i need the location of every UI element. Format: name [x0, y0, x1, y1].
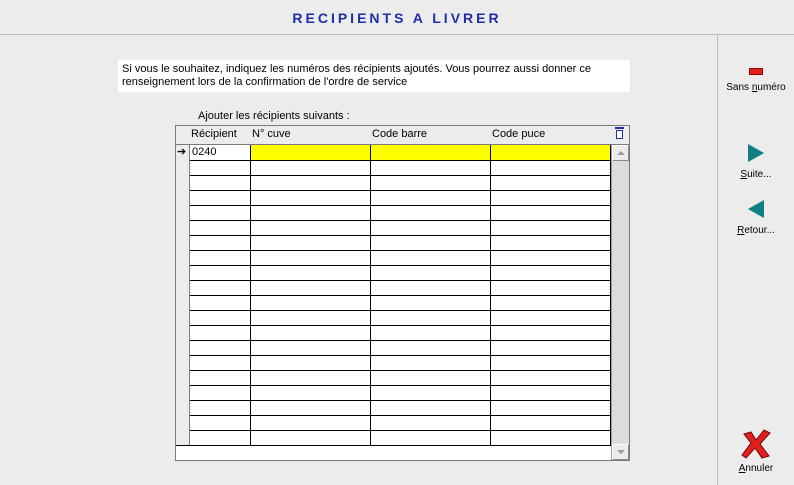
- recipient-cell[interactable]: [190, 250, 251, 265]
- recipient-cell[interactable]: [190, 370, 251, 385]
- code-puce-cell[interactable]: [491, 205, 611, 220]
- recipient-cell[interactable]: [190, 340, 251, 355]
- recipient-cell[interactable]: [190, 160, 251, 175]
- recipients-grid: [175, 125, 630, 461]
- code-barre-cell[interactable]: [371, 355, 491, 370]
- grid-header: [176, 126, 629, 145]
- cuve-cell[interactable]: [251, 385, 371, 400]
- code-puce-cell[interactable]: [491, 400, 611, 415]
- side-panel: [718, 35, 794, 485]
- cuve-cell[interactable]: [251, 400, 371, 415]
- table-row[interactable]: [176, 175, 611, 191]
- table-row[interactable]: [176, 370, 611, 386]
- row-selector[interactable]: [176, 385, 190, 400]
- code-puce-cell[interactable]: [491, 190, 611, 205]
- column-header-code-puce[interactable]: Code puce: [492, 128, 546, 140]
- code-puce-cell[interactable]: [491, 355, 611, 370]
- recipient-cell[interactable]: [190, 430, 251, 445]
- recipient-cell[interactable]: [190, 220, 251, 235]
- row-selector[interactable]: [176, 235, 190, 250]
- recipient-cell[interactable]: [190, 175, 251, 190]
- current-row-arrow-icon: ➔: [177, 146, 187, 158]
- cuve-cell[interactable]: [251, 280, 371, 295]
- table-row[interactable]: [176, 265, 611, 281]
- recipient-cell[interactable]: [190, 310, 251, 325]
- table-row[interactable]: [176, 145, 611, 161]
- column-header-recipient[interactable]: Récipient: [191, 128, 237, 140]
- no-number-label: Sans numéro: [726, 82, 786, 93]
- cuve-cell[interactable]: [251, 190, 371, 205]
- code-barre-cell[interactable]: [371, 280, 491, 295]
- code-barre-cell[interactable]: [371, 160, 491, 175]
- recipient-cell[interactable]: [190, 385, 251, 400]
- table-row[interactable]: [176, 430, 611, 446]
- recipient-cell[interactable]: [190, 190, 251, 205]
- recipient-cell[interactable]: [190, 205, 251, 220]
- code-barre-cell[interactable]: [371, 205, 491, 220]
- code-puce-cell[interactable]: [491, 325, 611, 340]
- table-row[interactable]: [176, 340, 611, 356]
- code-puce-cell[interactable]: [491, 250, 611, 265]
- cuve-cell[interactable]: [251, 205, 371, 220]
- code-puce-cell[interactable]: [491, 235, 611, 250]
- cuve-cell[interactable]: [251, 145, 371, 160]
- code-puce-cell[interactable]: [491, 415, 611, 430]
- row-selector[interactable]: [176, 430, 190, 445]
- row-selector[interactable]: [176, 250, 190, 265]
- row-selector[interactable]: [176, 175, 190, 190]
- cuve-cell[interactable]: [251, 265, 371, 280]
- cuve-cell[interactable]: [251, 310, 371, 325]
- code-puce-cell[interactable]: [491, 160, 611, 175]
- code-barre-cell[interactable]: [371, 190, 491, 205]
- cuve-cell[interactable]: [251, 355, 371, 370]
- code-barre-cell[interactable]: [371, 400, 491, 415]
- table-row[interactable]: [176, 250, 611, 266]
- table-row[interactable]: [176, 220, 611, 236]
- cancel-label: Annuler: [738, 463, 774, 474]
- code-puce-cell[interactable]: [491, 175, 611, 190]
- code-puce-cell[interactable]: [491, 340, 611, 355]
- row-selector[interactable]: [176, 310, 190, 325]
- code-barre-cell[interactable]: [371, 370, 491, 385]
- no-number-button[interactable]: [718, 67, 794, 93]
- cuve-cell[interactable]: [251, 415, 371, 430]
- row-selector[interactable]: [176, 160, 190, 175]
- play-left-icon: [748, 200, 764, 218]
- row-selector[interactable]: [176, 340, 190, 355]
- play-right-icon: [748, 144, 764, 162]
- cuve-cell[interactable]: [251, 250, 371, 265]
- scroll-up-button[interactable]: [612, 145, 629, 161]
- title-bar: [0, 0, 794, 35]
- cuve-cell[interactable]: [251, 220, 371, 235]
- row-selector[interactable]: [176, 205, 190, 220]
- cuve-cell[interactable]: [251, 235, 371, 250]
- table-row[interactable]: [176, 280, 611, 296]
- recipient-cell[interactable]: 0240: [190, 145, 251, 160]
- code-puce-cell[interactable]: [491, 430, 611, 445]
- recipient-cell[interactable]: [190, 280, 251, 295]
- info-text: Si vous le souhaitez, indiquez les numéros des récipients ajoutés. Vous pourrez aussi donner ce renseignement lors de la confirmation de l'ordre de service: [118, 60, 630, 92]
- row-selector[interactable]: [176, 370, 190, 385]
- column-header-code-barre[interactable]: Code barre: [372, 128, 428, 140]
- table-row[interactable]: [176, 160, 611, 176]
- window-title: RECIPIENTS A LIVRER: [292, 10, 502, 26]
- row-selector[interactable]: [176, 415, 190, 430]
- row-selector[interactable]: [176, 220, 190, 235]
- back-label: Retour...: [737, 225, 775, 236]
- code-puce-cell[interactable]: [491, 295, 611, 310]
- code-barre-cell[interactable]: [371, 175, 491, 190]
- code-barre-cell[interactable]: [371, 295, 491, 310]
- code-barre-cell[interactable]: [371, 235, 491, 250]
- code-barre-cell[interactable]: [371, 385, 491, 400]
- column-header-cuve[interactable]: N° cuve: [252, 128, 291, 140]
- recipient-cell[interactable]: [190, 325, 251, 340]
- cancel-button[interactable]: [718, 428, 794, 474]
- back-button[interactable]: [718, 200, 794, 236]
- table-row[interactable]: [176, 295, 611, 311]
- table-row[interactable]: [176, 310, 611, 326]
- table-row[interactable]: [176, 355, 611, 371]
- code-puce-cell[interactable]: [491, 265, 611, 280]
- row-selector[interactable]: [176, 325, 190, 340]
- row-selector[interactable]: [176, 265, 190, 280]
- recipient-cell[interactable]: [190, 235, 251, 250]
- cuve-cell[interactable]: [251, 295, 371, 310]
- recipient-cell[interactable]: [190, 415, 251, 430]
- code-barre-cell[interactable]: [371, 310, 491, 325]
- row-selector[interactable]: [176, 400, 190, 415]
- table-row[interactable]: [176, 415, 611, 431]
- next-label: Suite...: [740, 169, 772, 180]
- code-puce-cell[interactable]: [491, 145, 611, 160]
- code-barre-cell[interactable]: [371, 415, 491, 430]
- table-row[interactable]: [176, 400, 611, 416]
- cuve-cell[interactable]: [251, 340, 371, 355]
- code-puce-cell[interactable]: [491, 280, 611, 295]
- next-button[interactable]: [718, 144, 794, 180]
- code-puce-cell[interactable]: [491, 370, 611, 385]
- row-selector[interactable]: [176, 295, 190, 310]
- grid-caption: Ajouter les récipients suivants :: [198, 110, 350, 122]
- code-barre-cell[interactable]: [371, 265, 491, 280]
- code-barre-cell[interactable]: [371, 340, 491, 355]
- code-barre-cell[interactable]: [371, 325, 491, 340]
- scroll-down-button[interactable]: [612, 444, 629, 460]
- table-row[interactable]: [176, 325, 611, 341]
- recipient-cell[interactable]: [190, 355, 251, 370]
- table-row[interactable]: [176, 385, 611, 401]
- row-selector[interactable]: [176, 355, 190, 370]
- recipient-cell[interactable]: [190, 265, 251, 280]
- cuve-cell[interactable]: [251, 430, 371, 445]
- code-barre-cell[interactable]: [371, 250, 491, 265]
- table-row[interactable]: [176, 235, 611, 251]
- code-puce-cell[interactable]: [491, 220, 611, 235]
- minus-icon: [749, 68, 763, 75]
- code-barre-cell[interactable]: [371, 220, 491, 235]
- recipient-cell[interactable]: [190, 400, 251, 415]
- code-barre-cell[interactable]: [371, 145, 491, 160]
- cuve-cell[interactable]: [251, 160, 371, 175]
- trash-icon[interactable]: [615, 127, 624, 139]
- vertical-scrollbar[interactable]: [611, 145, 630, 460]
- recipient-cell[interactable]: [190, 295, 251, 310]
- code-barre-cell[interactable]: [371, 430, 491, 445]
- cuve-cell[interactable]: [251, 175, 371, 190]
- row-selector[interactable]: [176, 190, 190, 205]
- row-selector[interactable]: [176, 145, 190, 160]
- row-selector[interactable]: [176, 280, 190, 295]
- red-x-icon: [740, 428, 772, 460]
- cuve-cell[interactable]: [251, 370, 371, 385]
- table-row[interactable]: [176, 190, 611, 206]
- table-row[interactable]: [176, 205, 611, 221]
- code-puce-cell[interactable]: [491, 310, 611, 325]
- code-puce-cell[interactable]: [491, 385, 611, 400]
- cuve-cell[interactable]: [251, 325, 371, 340]
